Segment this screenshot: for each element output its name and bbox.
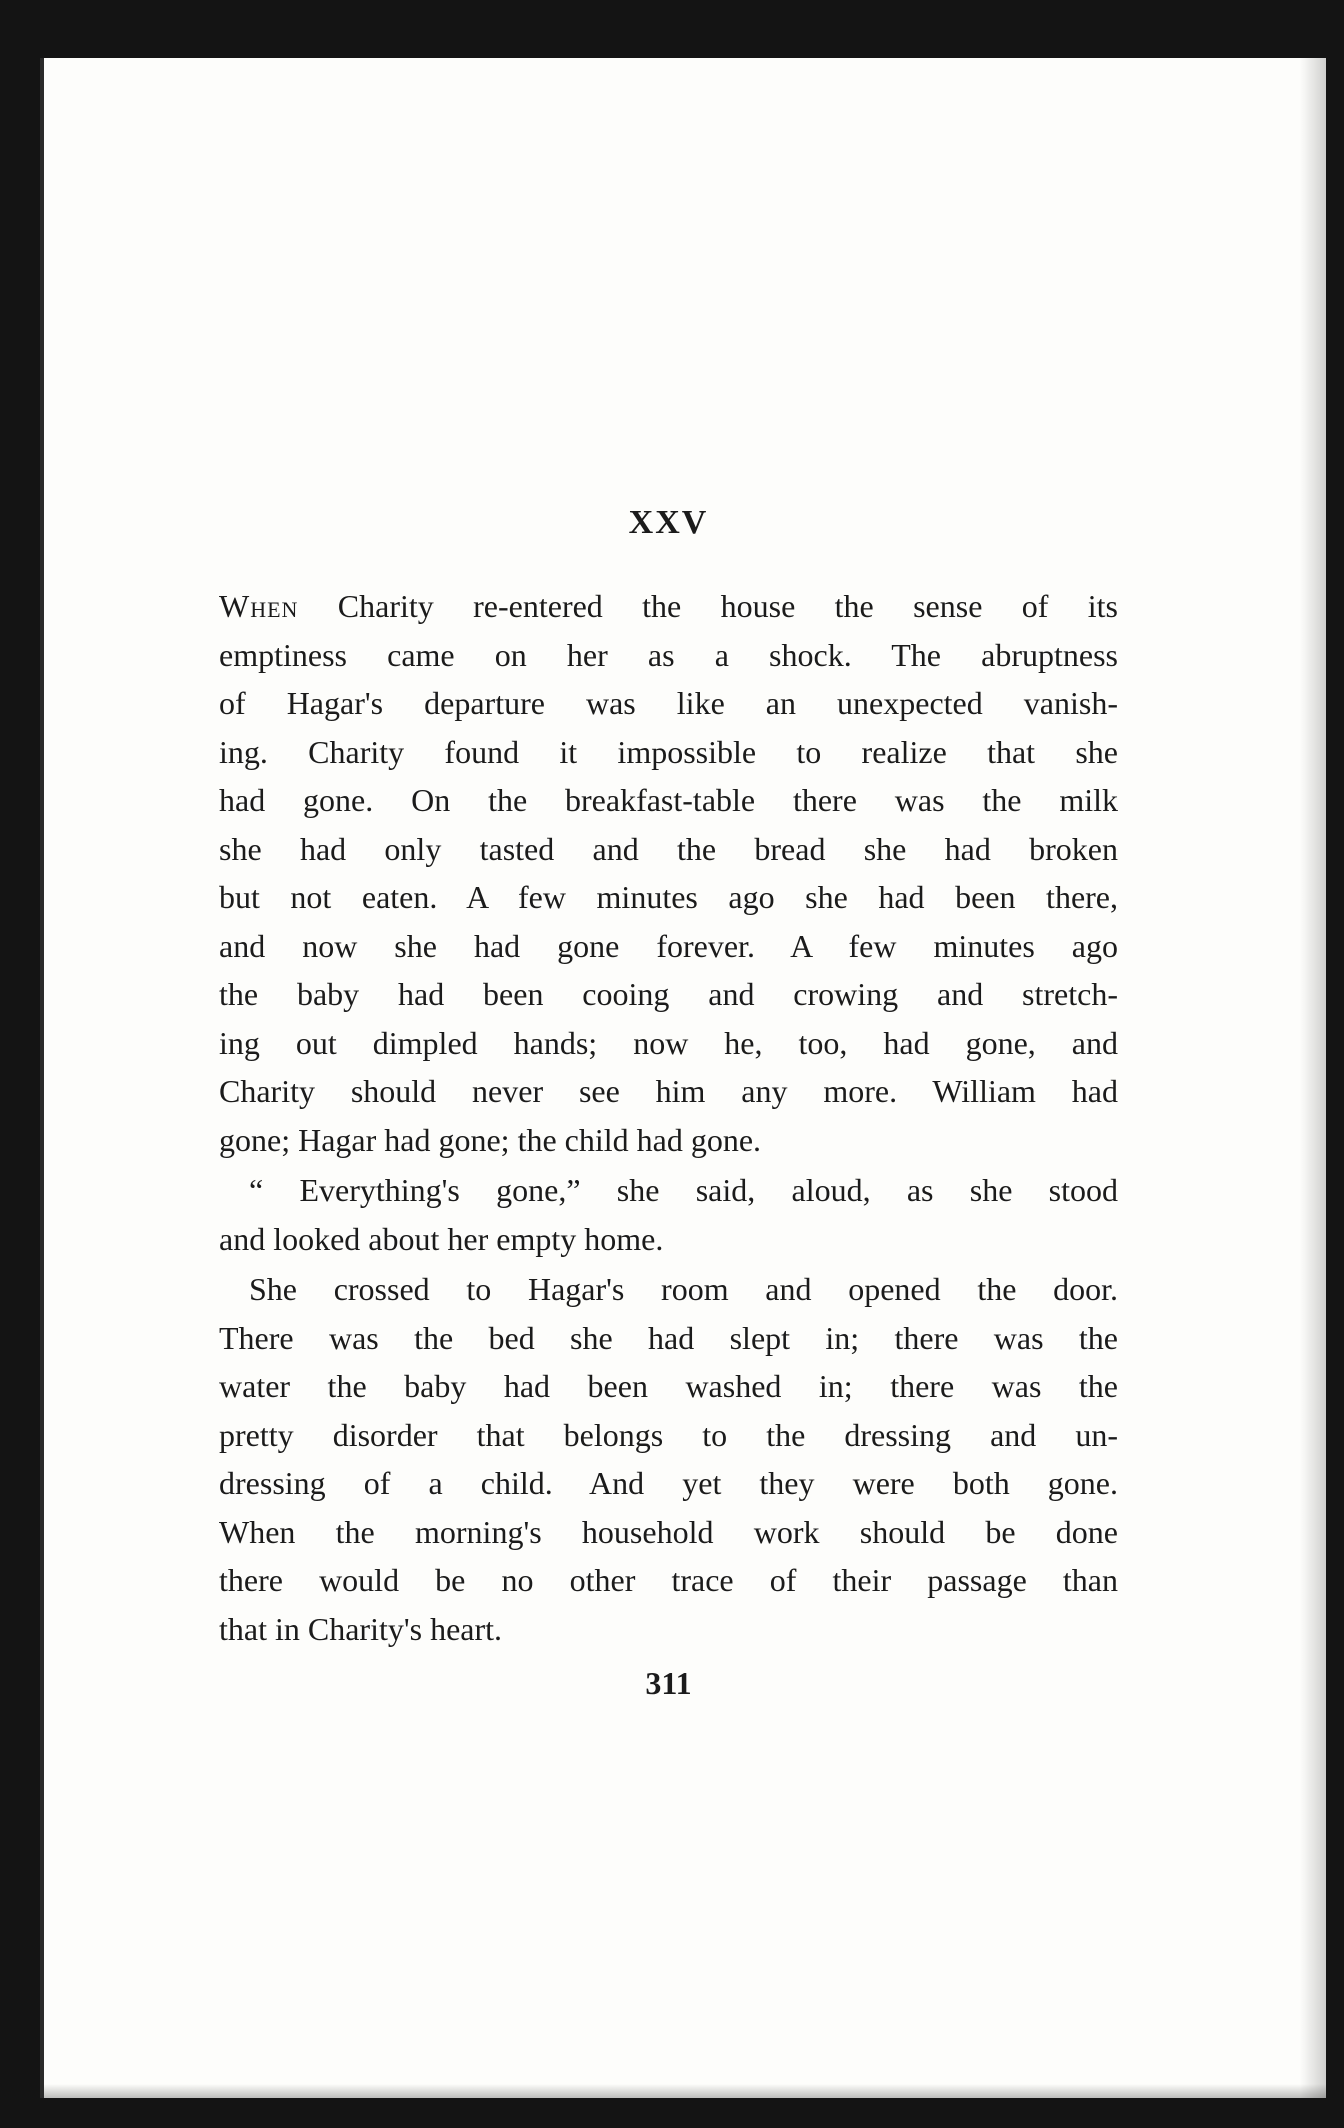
paragraph-line: and looked about her empty home.: [219, 1220, 664, 1257]
paragraph-line: of Hagar's departure was like an unexpected vanish-: [219, 685, 1118, 721]
paragraph-line: [219, 582, 1118, 631]
paragraph-line: There was the bed she had slept in; there was the: [219, 1319, 1118, 1356]
paragraph-line: water the baby had been washed in; there was the: [219, 1368, 1118, 1404]
chapter-heading: XXV: [628, 504, 709, 541]
paragraph-line: the baby had been cooing and crowing and stretch-: [219, 976, 1118, 1012]
paragraph-line: she had only tasted and the bread she had broken: [219, 830, 1118, 867]
paragraph-line: ing out dimpled hands; now he, too, had gone, and: [219, 1024, 1118, 1061]
paragraph-line: “ Everything's gone,” she said, aloud, as she stood: [249, 1172, 1118, 1208]
paragraph-line: there would be no other trace of their passage than: [219, 1562, 1118, 1598]
paragraph-line: dressing of a child. And yet they were both gone.: [219, 1465, 1118, 1501]
paragraph-3: [219, 1265, 1118, 1653]
paragraph-line: gone; Hagar had gone; the child had gone.: [219, 1121, 762, 1158]
paragraph-2: [219, 1166, 1118, 1263]
paragraph-line: emptiness came on her as a shock. The abruptness: [219, 636, 1118, 673]
paragraph-line: She crossed to Hagar's room and opened the door.: [249, 1271, 1118, 1307]
paragraph-line: When the morning's household work should be done: [219, 1513, 1118, 1550]
paragraph-line: Charity should never see him any more. William had: [219, 1073, 1118, 1109]
paragraph-line: pretty disorder that belongs to the dressing and un-: [219, 1416, 1118, 1453]
text-block: [219, 506, 1118, 1707]
page-number: 311: [645, 1665, 692, 1701]
page-edge-shadow: [1300, 58, 1326, 2098]
paragraph-line: that in Charity's heart.: [219, 1610, 503, 1647]
paragraph-line: had gone. On the breakfast-table there was the milk: [219, 782, 1118, 818]
paragraph-line: and now she had gone forever. A few minutes ago: [219, 927, 1118, 964]
page-bottom-shadow: [44, 2084, 1326, 2098]
paragraph-line: but not eaten. A few minutes ago she had been there,: [219, 879, 1118, 915]
paragraph-line: ing. Charity found it impossible to realize that she: [219, 733, 1118, 770]
paragraph-1: [219, 582, 1118, 1164]
line-text: Charity re-entered the house the sense of its: [298, 588, 1118, 624]
book-page: [40, 58, 1326, 2098]
lead-word: When: [219, 588, 299, 624]
